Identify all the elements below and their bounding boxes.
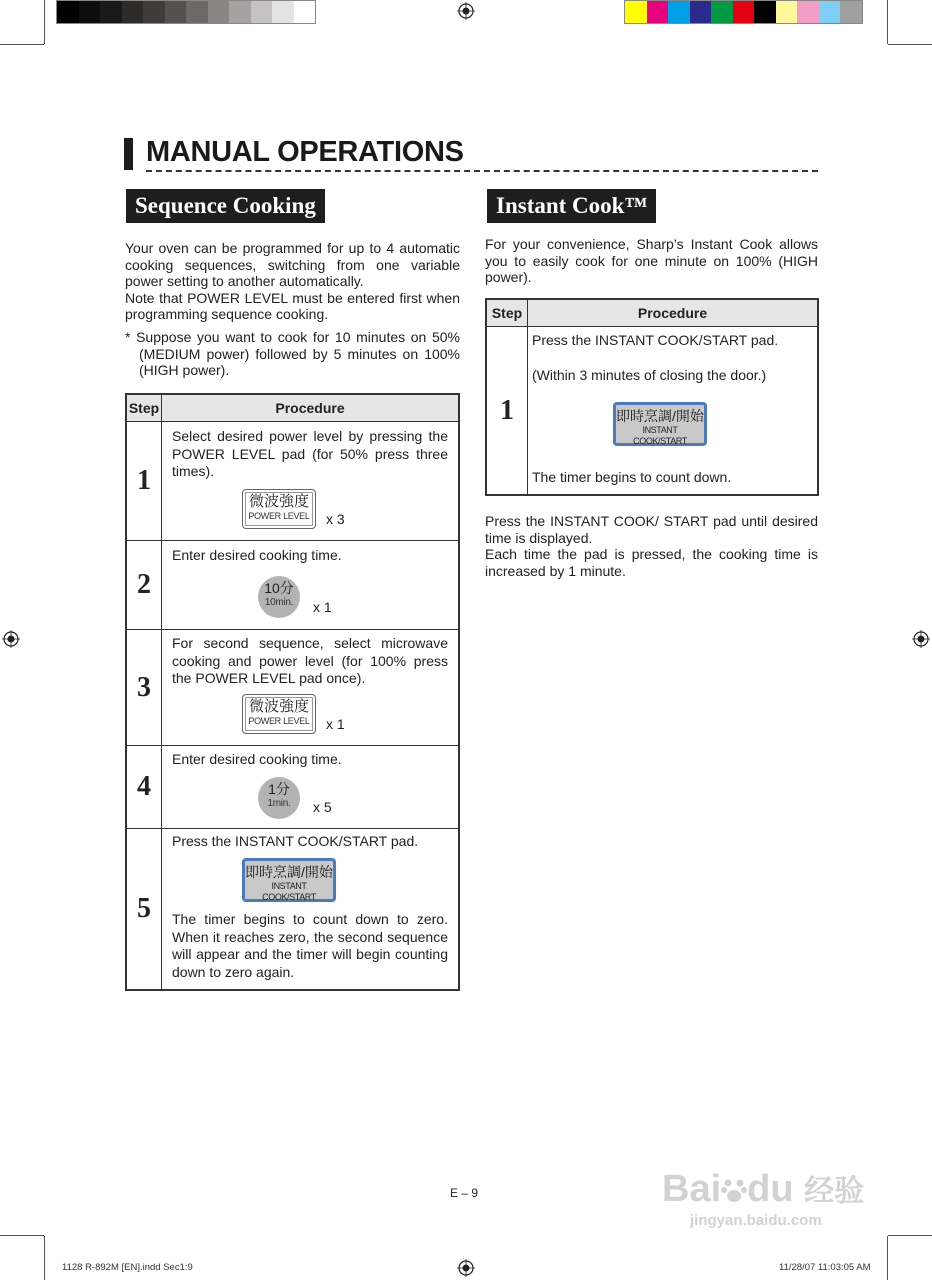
crop-mark xyxy=(44,0,45,44)
watermark-brand-text: Bai xyxy=(662,1168,722,1210)
one-minute-pad[interactable] xyxy=(258,777,300,819)
table-row xyxy=(487,327,817,494)
color-swatch xyxy=(754,1,776,23)
step-number: 2 xyxy=(127,541,162,629)
step-text: Press the INSTANT COOK/START pad. xyxy=(172,833,419,849)
page-number: E – 9 xyxy=(450,1186,479,1200)
color-swatch xyxy=(840,1,862,23)
registration-mark-icon xyxy=(2,630,20,648)
step-text: Press the INSTANT COOK/START pad. xyxy=(532,332,779,348)
crop-mark xyxy=(887,0,888,44)
table-row xyxy=(127,630,458,746)
color-swatch xyxy=(647,1,669,23)
sequence-intro-paragraph: Your oven can be programmed for up to 4 automatic cooking sequences, switching from one variable power setting to another automatically. xyxy=(125,240,460,289)
table-row xyxy=(127,422,458,541)
press-count: x 1 xyxy=(313,599,332,615)
header-step: Step xyxy=(127,395,162,421)
pad-label-en: POWER LEVEL xyxy=(248,511,310,521)
header-step: Step xyxy=(487,300,528,326)
pad-label-zh: 即時烹調/開始 xyxy=(245,864,333,880)
pad-label-en: INSTANT COOK/START xyxy=(262,881,316,902)
step-number: 3 xyxy=(127,630,162,745)
pad-label-zh: 1分 xyxy=(268,781,290,797)
heading-dash-rule xyxy=(146,170,818,172)
watermark-url: jingyan.baidu.com xyxy=(690,1212,822,1229)
pad-label-en: 10min. xyxy=(264,597,294,608)
color-swatch xyxy=(294,1,316,23)
step-number: 5 xyxy=(127,829,162,989)
press-count: x 1 xyxy=(326,716,345,732)
table-header xyxy=(127,395,458,422)
color-swatch xyxy=(122,1,144,23)
color-swatch xyxy=(272,1,294,23)
paw-icon xyxy=(721,1177,747,1203)
color-swatch xyxy=(690,1,712,23)
color-swatch xyxy=(208,1,230,23)
crop-mark xyxy=(888,1235,932,1236)
page-title: MANUAL OPERATIONS xyxy=(146,136,464,168)
footer-timestamp: 11/28/07 11:03:05 AM xyxy=(779,1262,871,1273)
table-header xyxy=(487,300,817,327)
step-followup-text: The timer begins to count down. xyxy=(532,469,732,485)
watermark-cn: 经验 xyxy=(804,1175,865,1208)
color-swatch xyxy=(165,1,187,23)
color-swatch xyxy=(79,1,101,23)
sequence-table xyxy=(125,393,460,991)
crop-mark xyxy=(887,1236,888,1280)
press-count: x 3 xyxy=(326,511,345,527)
power-level-pad[interactable] xyxy=(242,694,316,734)
sequence-cooking-heading: Sequence Cooking xyxy=(126,189,325,223)
color-swatch xyxy=(251,1,273,23)
step-text: Select desired power level by pressing the POWER LEVEL pad (for 50% press three times). xyxy=(172,428,448,479)
step-number: 1 xyxy=(487,327,528,494)
step-text: For second sequence, select microwave cooking and power level (for 100% press the POWER LEVEL pad once). xyxy=(172,635,448,686)
instant-after-paragraph: Press the INSTANT COOK/ START pad until desired time is displayed. xyxy=(485,513,818,546)
instant-table xyxy=(485,298,819,496)
sequence-intro xyxy=(125,240,460,323)
instant-after-text xyxy=(485,513,818,579)
color-swatch xyxy=(186,1,208,23)
color-swatch xyxy=(797,1,819,23)
pad-label-zh: 即時烹調/開始 xyxy=(616,408,704,424)
gray-swatch-bar xyxy=(56,0,316,24)
table-row xyxy=(127,746,458,829)
ten-minute-pad[interactable] xyxy=(258,576,300,618)
table-row xyxy=(127,541,458,630)
crop-mark xyxy=(888,44,932,45)
color-swatch-bar xyxy=(624,0,863,24)
watermark-brand-text-2: du xyxy=(747,1168,794,1210)
color-swatch xyxy=(100,1,122,23)
instant-cook-start-pad[interactable] xyxy=(613,402,707,446)
instant-cook-start-pad[interactable] xyxy=(242,858,336,902)
step-text: Enter desired cooking time. xyxy=(172,547,342,563)
pad-label-en: INSTANT COOK/START xyxy=(633,425,687,446)
pad-label-zh: 10分 xyxy=(264,580,294,596)
watermark-brand xyxy=(662,1166,864,1211)
color-swatch xyxy=(711,1,733,23)
registration-mark-icon xyxy=(457,1259,475,1277)
crop-mark xyxy=(0,1235,44,1236)
crop-mark xyxy=(0,44,44,45)
sequence-note-paragraph: Note that POWER LEVEL must be entered first when programming sequence cooking. xyxy=(125,289,460,322)
registration-mark-icon xyxy=(457,2,475,20)
power-level-pad[interactable] xyxy=(242,489,316,529)
color-swatch xyxy=(625,1,647,23)
color-swatch xyxy=(668,1,690,23)
pad-label-zh: 微波強度 xyxy=(248,698,309,715)
color-swatch xyxy=(229,1,251,23)
registration-mark-icon xyxy=(912,630,930,648)
footer-file-info: 1128 R-892M [EN].indd Sec1:9 xyxy=(62,1262,193,1273)
step-followup-text: The timer begins to count down to zero. When it reaches zero, the second sequence will appear and the timer will begin counting down to zero again. xyxy=(172,911,448,980)
color-swatch xyxy=(776,1,798,23)
step-note: (Within 3 minutes of closing the door.) xyxy=(532,367,767,383)
color-swatch xyxy=(819,1,841,23)
step-text: Enter desired cooking time. xyxy=(172,751,342,767)
pad-label-zh: 微波強度 xyxy=(248,493,309,510)
sequence-example-note: * Suppose you want to cook for 10 minutes on 50% (MEDIUM power) followed by 5 minutes on 100% (HIGH power). xyxy=(125,329,460,378)
instant-cook-heading: Instant Cook™ xyxy=(487,189,656,223)
table-row xyxy=(127,829,458,989)
pad-label-en: POWER LEVEL xyxy=(248,716,310,726)
header-procedure: Procedure xyxy=(637,305,708,321)
step-number: 1 xyxy=(127,422,162,540)
heading-bar xyxy=(124,138,133,170)
crop-mark xyxy=(44,1236,45,1280)
pad-label-en: 1min. xyxy=(267,798,291,809)
instant-intro: For your convenience, Sharp’s Instant Cook allows you to easily cook for one minute on 100% (HIGH power). xyxy=(485,236,818,285)
step-number: 4 xyxy=(127,746,162,828)
color-swatch xyxy=(143,1,165,23)
press-count: x 5 xyxy=(313,799,332,815)
color-swatch xyxy=(57,1,79,23)
instant-after-paragraph: Each time the pad is pressed, the cooking time is increased by 1 minute. xyxy=(485,546,818,579)
color-swatch xyxy=(733,1,755,23)
header-procedure: Procedure xyxy=(275,400,345,416)
